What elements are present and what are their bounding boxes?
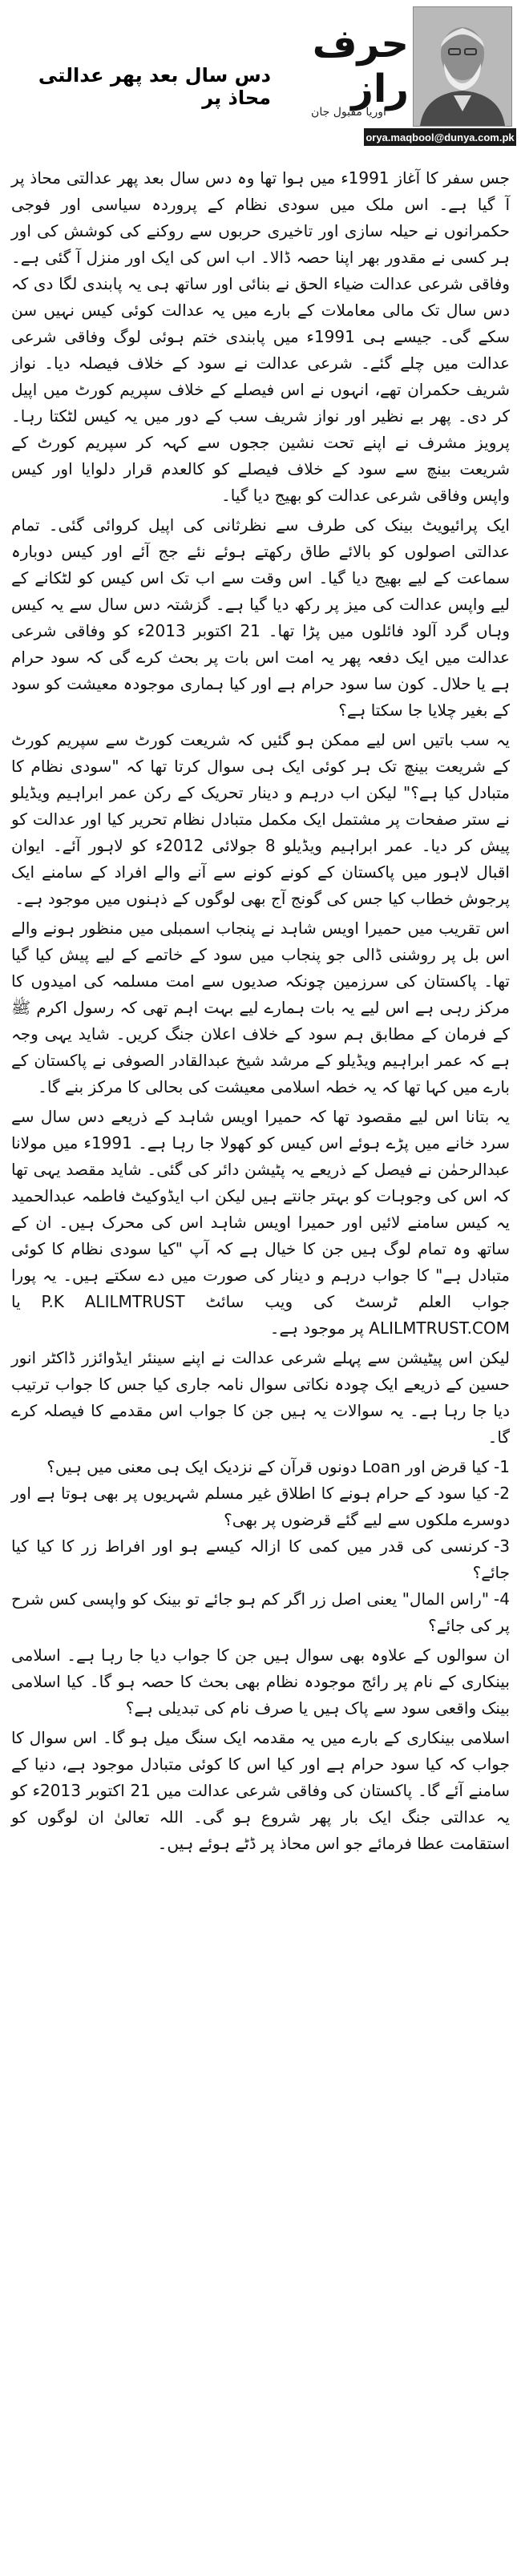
column-header xyxy=(0,0,521,160)
paragraph: یہ بتانا اس لیے مقصود تھا کہ حمیرا اویس شاہد کے ذریعے دس سال سے سرد خانے میں پڑے ہوئے اس کیس کو کھولا جا رہا ہے۔ 1991ء میں مولانا عبدالرحمٰن نے فیصل کے ذریعے یہ پٹیشن دائر کی گئی۔ شاید مقصد یہی تھا کہ اس کی وجوہات کو بہتر جانتے ہیں لیکن اب ایڈوکیٹ فاطمہ عبدالحمید یہ کیس سامنے لائیں اور حمیرا اویس شاہد اس کی محرک ہیں۔ ان کے ساتھ وہ تمام لوگ ہیں جن کا خیال ہے کہ آپ "کیا سودی نظام کا کوئی متبادل ہے" کا جواب درہم و دینار کی صورت میں دے سکتے ہیں۔ یہ پورا جواب العلم ٹرسٹ کی ویب سائٹ P.K ALILMTRUST یا ALILMTRUST.COM پر موجود ہے۔ xyxy=(11,1107,510,1338)
paragraph: جس سفر کا آغاز 1991ء میں ہوا تھا وہ دس سال بعد پھر عدالتی محاذ پر آ گیا ہے۔ اس ملک میں سودی نظام کے پروردہ سیاسی اور فوجی حکمرانوں نے حیلہ سازی اور تاخیری حربوں سے روکنے کی کوشش کی اور ہر کسی نے مقدور بھر اپنا حصہ ڈالا۔ اب اس کی ایک اور منزل آ گئی ہے۔ وفاقی شرعی عدالت ضیاء الحق نے بنائی اور ساتھ ہی یہ پابندی لگا دی کہ دس سال تک مالی معاملات کے بارے میں یہ عدالت کوئی کیس نہیں سن سکے گی۔ جیسے ہی 1991ء میں پابندی ختم ہوئی لوگ وفاقی شرعی عدالت میں چلے گئے۔ شرعی عدالت نے سود کے خلاف فیصلہ دیا۔ نواز شریف حکمران تھے، انہوں نے اس فیصلے کے خلاف سپریم کورٹ میں اپیل کر دی۔ پھر بے نظیر اور نواز شریف سب کے دور میں یہ کیس لٹکتا رہا۔ پرویز مشرف نے اپنے تحت نشین ججوں سے کہہ کر سپریم کورٹ کے شریعت بینچ سے سود کے خلاف فیصلے کو کالعدم قرار دلوایا اور کیس واپس وفاقی شرعی عدالت کو بھیج دیا گیا۔ xyxy=(11,168,511,505)
headline: دس سال بعد پھر عدالتی محاذ پر xyxy=(38,64,271,109)
article-body xyxy=(11,165,510,1860)
question-text: "راس المال" یعنی اصل زر اگر کم ہو جائے تو بینک کو واپسی کس شرح پر کی جائے؟ xyxy=(11,1589,510,1635)
question-item xyxy=(11,1586,510,1639)
question-text: کیا قرض اور Loan دونوں قرآن کے نزدیک ایک ہی معنی میں ہیں؟ xyxy=(46,1457,490,1476)
portrait-illustration xyxy=(414,7,511,126)
columnist-photo xyxy=(413,6,512,127)
paragraph: ان سوالوں کے علاوہ بھی سوال ہیں جن کا جواب دیا جا رہا ہے۔ اسلامی بینکاری کے نام پر رائج موجودہ نظام بھی بحث کا حصہ ہو گا۔ کیا اسلامی بینک واقعی سود سے پاک ہیں یا صرف نام کی تبدیلی ہے؟ xyxy=(11,1645,510,1718)
masthead xyxy=(289,21,409,136)
question-list xyxy=(11,1454,510,1639)
question-number: 4- xyxy=(494,1589,510,1609)
question-item xyxy=(11,1480,510,1533)
question-text: کیا سود کے حرام ہونے کا اطلاق غیر مسلم شہریوں پر بھی ہوتا ہے اور دوسرے ملکوں سے لیے گئے قرضوں پر بھی؟ xyxy=(11,1484,510,1529)
question-item xyxy=(11,1533,510,1586)
paragraph: اسلامی بینکاری کے بارے میں یہ مقدمہ ایک سنگ میل ہو گا۔ اس سوال کا جواب کہ کیا سود حرام ہے اور کیا اس کا کوئی متبادل موجود ہے، دنیا کے سامنے آئے گا۔ پاکستان کی وفاقی شرعی عدالت میں 21 اکتوبر 2013ء کو یہ عدالتی جنگ ایک بار پھر شروع ہو گی۔ اللہ تعالیٰ ان لوگوں کو استقامت عطا فرمائے جو اس محاذ پر ڈٹے ہوئے ہیں۔ xyxy=(11,1728,510,1853)
paragraph: ایک پرائیویٹ بینک کی طرف سے نظرثانی کی اپیل کروائی گئی۔ تمام عدالتی اصولوں کو بالائے طاق رکھتے ہوئے نئے جج آئے اور کیس دوبارہ سماعت کے لیے بھیج دیا گیا۔ اس وقت سے اب تک اس کیس کو لٹکانے کے لیے واپس عدالت کی میز پر رکھ دیا گیا ہے۔ گزشتہ دس سال سے یہ کیس وہاں گرد آلود فائلوں میں پڑا تھا۔ 21 اکتوبر 2013ء کو وفاقی شرعی عدالت میں ایک دفعہ پھر یہ امت اس بات پر بحث کرے گی کہ سود حرام ہے یا حلال۔ کون سا سود حرام ہے اور کیا ہماری موجودہ معیشت کو سود کے بغیر چلایا جا سکتا ہے؟ xyxy=(11,515,510,720)
question-text: کرنسی کی قدر میں کمی کا ازالہ کیسے ہو اور افراط زر کا کیا کیا جائے؟ xyxy=(11,1536,510,1582)
question-number: 2- xyxy=(494,1484,510,1503)
question-number: 1- xyxy=(494,1457,510,1476)
masthead-logo: حرف راز xyxy=(312,21,409,111)
question-number: 3- xyxy=(494,1536,510,1556)
paragraph: اس تقریب میں حمیرا اویس شاہد نے پنجاب اسمبلی میں منظور ہونے والے اس بل پر روشنی ڈالی جو پنجاب میں سود کے خاتمے کے لیے پیش کیا گیا تھا۔ پاکستان کی سرزمین چونکہ صدیوں سے امت مسلمہ کی امیدوں کا مرکز رہی ہے اس لیے یہ بات ہمارے لیے بہت اہم تھی کہ رسول اکرم ﷺ کے فرمان کے مطابق ہم سود کے خلاف اعلان جنگ کریں۔ شاید یہی وجہ ہے کہ عمر ابراہیم ویڈیلو کے مرشد شیخ عبدالقادر الصوفی نے پاکستان کے بارے میں کہا تھا کہ یہ خطہ اسلامی معیشت کی بحالی کا مرکز بنے گا۔ xyxy=(11,919,510,1096)
paragraph: یہ سب باتیں اس لیے ممکن ہو گئیں کہ شریعت کورٹ سے سپریم کورٹ کے شریعت بینچ تک ہر کوئی ایک ہی سوال کرتا تھا کہ "سودی نظام کا متبادل کیا ہے؟" لیکن اب درہم و دینار تحریک کے رکن عمر ابراہیم ویڈیلو نے ستر صفحات پر مشتمل ایک مکمل متبادل نظام تحریر کیا اور عدالت کو پیش کر دیا۔ عمر ابراہیم ویڈیلو 8 جولائی 2012ء کو لاہور آئے۔ ایوان اقبال لاہور میں پاکستان کے کونے کونے سے آنے والے افراد کے سامنے ایک پرجوش خطاب کیا جس کی گونج آج بھی لوگوں کے ذہنوں میں موجود ہے۔ xyxy=(11,730,510,908)
question-item xyxy=(11,1454,510,1480)
paragraph: لیکن اس پیٹیشن سے پہلے شرعی عدالت نے اپنے سینئر ایڈوائزر ڈاکٹر انور حسین کے ذریعے ایک چودہ نکاتی سوال نامہ جاری کیا جس کا جواب ترتیب دیا جا رہا ہے۔ یہ سوالات یہ ہیں جن کا جواب اس مقدمے کا فیصلہ کرے گا۔ xyxy=(11,1348,510,1447)
author-email[interactable]: orya.maqbool@dunya.com.pk xyxy=(364,128,516,146)
byline: اوریا مقبول جان xyxy=(311,106,386,119)
